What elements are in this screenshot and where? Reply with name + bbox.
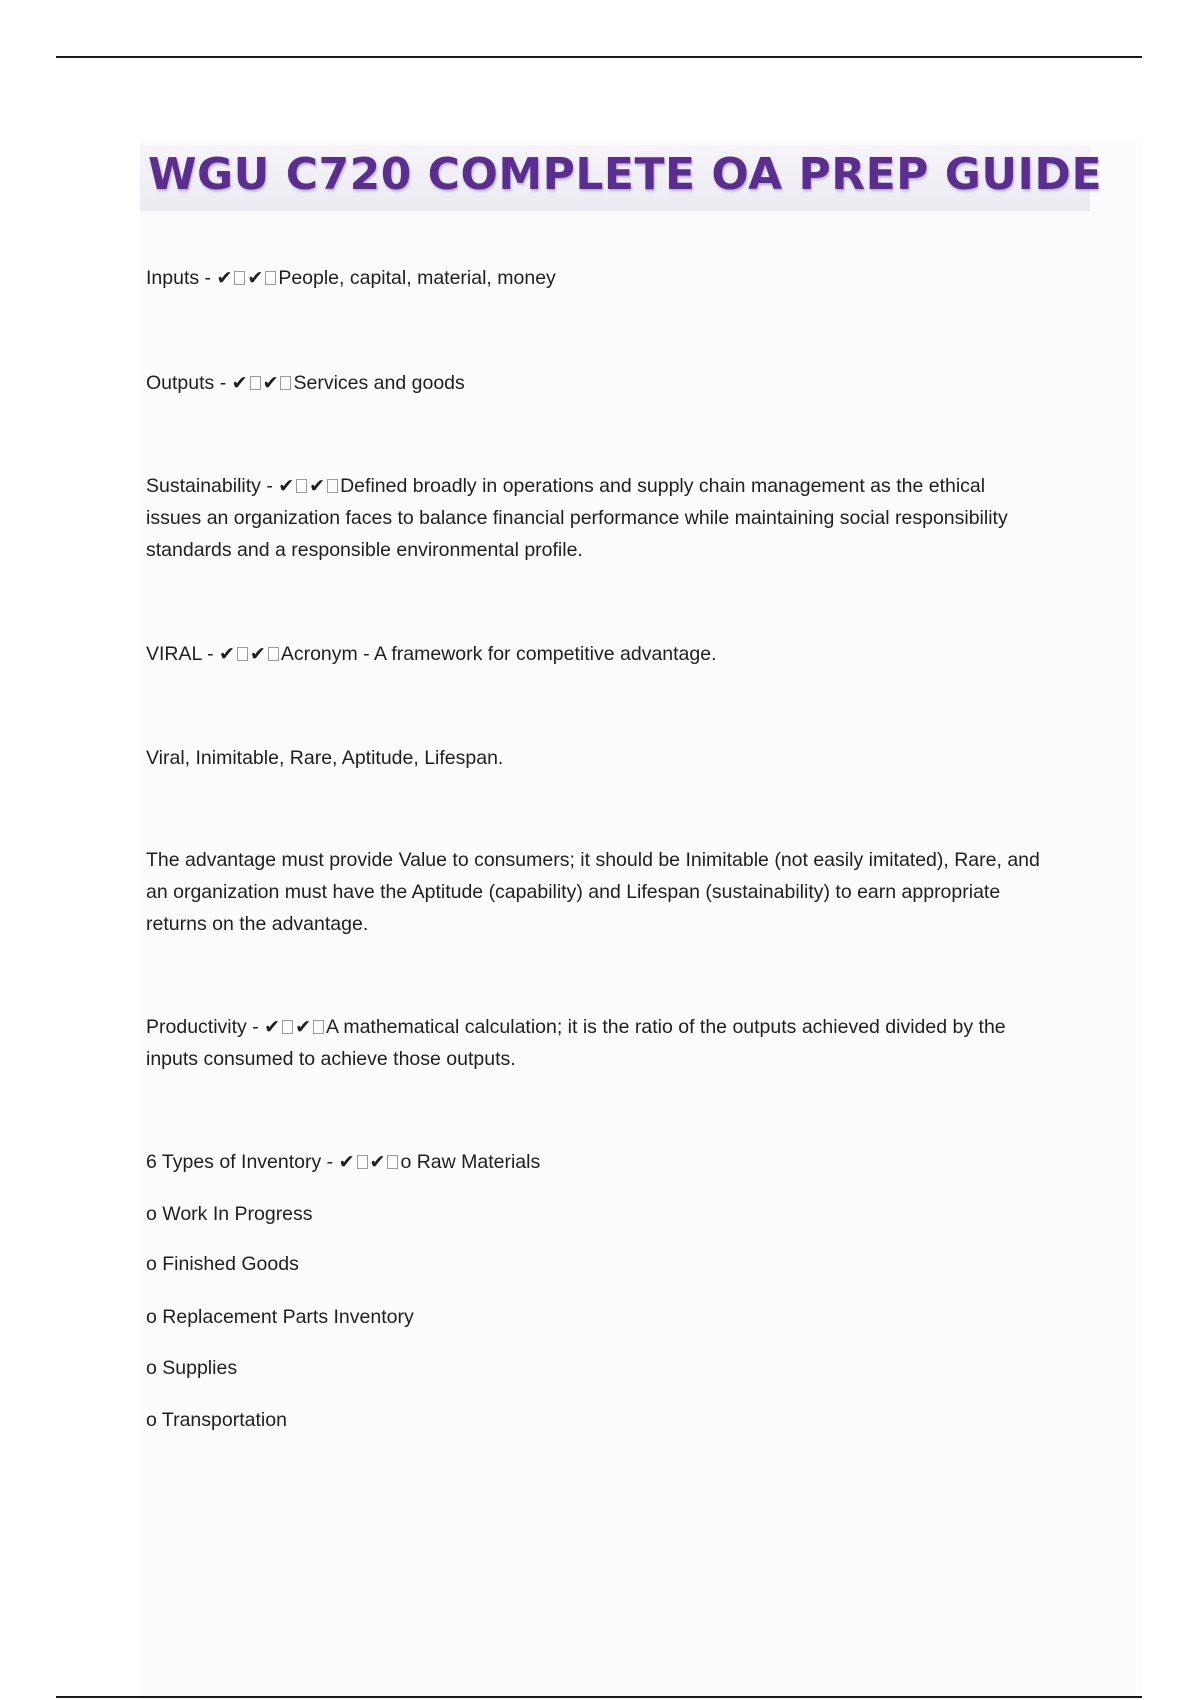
box-icon — [280, 376, 291, 390]
entry-viral: VIRAL - ✔ ✔ Acronym - A framework for competitive advantage. — [146, 643, 717, 665]
check-icon: ✔ — [218, 643, 235, 665]
box-icon — [327, 479, 338, 493]
entry-outputs: Outputs - ✔ ✔ Services and goods — [146, 372, 465, 394]
definition-productivity-line-2: inputs consumed to achieve those outputs. — [146, 1048, 516, 1070]
entry-inventory: 6 Types of Inventory - ✔ ✔ o Raw Materials — [146, 1151, 541, 1173]
definition-inputs: People, capital, material, money — [278, 267, 556, 289]
document-title: WGU C720 COMPLETE OA PREP GUIDE — [148, 149, 1103, 200]
box-icon — [250, 376, 261, 390]
top-rule — [56, 56, 1142, 58]
term-sustainability: Sustainability — [146, 475, 261, 497]
box-icon — [265, 271, 276, 285]
box-icon — [387, 1155, 398, 1169]
list-item: o Work In Progress — [146, 1203, 313, 1225]
term-viral: VIRAL — [146, 643, 202, 665]
entry-productivity: Productivity - ✔ ✔ A mathematical calculation; it is the ratio of the outputs achieved divided by the inputs consumed to achieve those outputs. — [146, 1011, 1096, 1075]
definition-sustainability-line-1: Defined broadly in operations and supply chain management as the ethical — [340, 475, 986, 497]
viral-explanation-line-3: returns on the advantage. — [146, 913, 369, 935]
definition-productivity-line-1: A mathematical calculation; it is the ratio of the outputs achieved divided by the — [325, 1016, 1006, 1038]
check-icon: ✔ — [231, 372, 248, 394]
viral-explanation-line-2: an organization must have the Aptitude (capability) and Lifespan (sustainability) to earn appropriate — [146, 881, 1001, 903]
term-outputs: Outputs — [146, 372, 215, 394]
definition-sustainability-line-3: standards and a responsible environmental profile. — [146, 539, 583, 561]
check-icon: ✔ — [247, 267, 264, 289]
term-inventory: 6 Types of Inventory — [146, 1151, 322, 1173]
box-icon — [313, 1020, 324, 1034]
check-icon: ✔ — [216, 267, 233, 289]
box-icon — [296, 479, 307, 493]
inventory-item-raw-materials: o Raw Materials — [400, 1151, 541, 1173]
check-icon: ✔ — [278, 475, 295, 497]
list-item: o Transportation — [146, 1409, 287, 1431]
definition-outputs: Services and goods — [293, 372, 465, 394]
list-item: o Replacement Parts Inventory — [146, 1306, 414, 1328]
list-item: o Finished Goods — [146, 1253, 299, 1275]
check-icon: ✔ — [309, 475, 326, 497]
definition-viral: Acronym - A framework for competitive advantage. — [280, 643, 717, 665]
box-icon — [357, 1155, 368, 1169]
check-icon: ✔ — [264, 1016, 281, 1038]
check-icon: ✔ — [262, 372, 279, 394]
title-banner — [140, 145, 1103, 211]
viral-expansion: Viral, Inimitable, Rare, Aptitude, Lifespan. — [146, 747, 504, 769]
viral-explanation-line-1: The advantage must provide Value to consumers; it should be Inimitable (not easily imitated), Rare, and — [146, 849, 1040, 871]
check-icon: ✔ — [369, 1151, 386, 1173]
check-icon: ✔ — [249, 643, 266, 665]
box-icon — [234, 271, 245, 285]
entry-inputs: Inputs - ✔ ✔ People, capital, material, money — [146, 267, 556, 289]
bottom-rule — [56, 1696, 1142, 1698]
box-icon — [282, 1020, 293, 1034]
box-icon — [268, 647, 279, 661]
entry-sustainability: Sustainability - ✔ ✔ Defined broadly in operations and supply chain management as the ethical issues an organization faces to balance financial performance while maintaining social responsibility standards and a responsible environmental profile. — [146, 470, 1096, 566]
box-icon — [237, 647, 248, 661]
check-icon: ✔ — [295, 1016, 311, 1038]
term-inputs: Inputs — [146, 267, 200, 289]
check-icon: ✔ — [338, 1151, 355, 1173]
list-item: o Supplies — [146, 1357, 238, 1379]
definition-sustainability-line-2: issues an organization faces to balance financial performance while maintaining social responsibility — [146, 507, 1008, 529]
viral-explanation — [146, 844, 1096, 940]
term-productivity: Productivity — [146, 1016, 247, 1038]
